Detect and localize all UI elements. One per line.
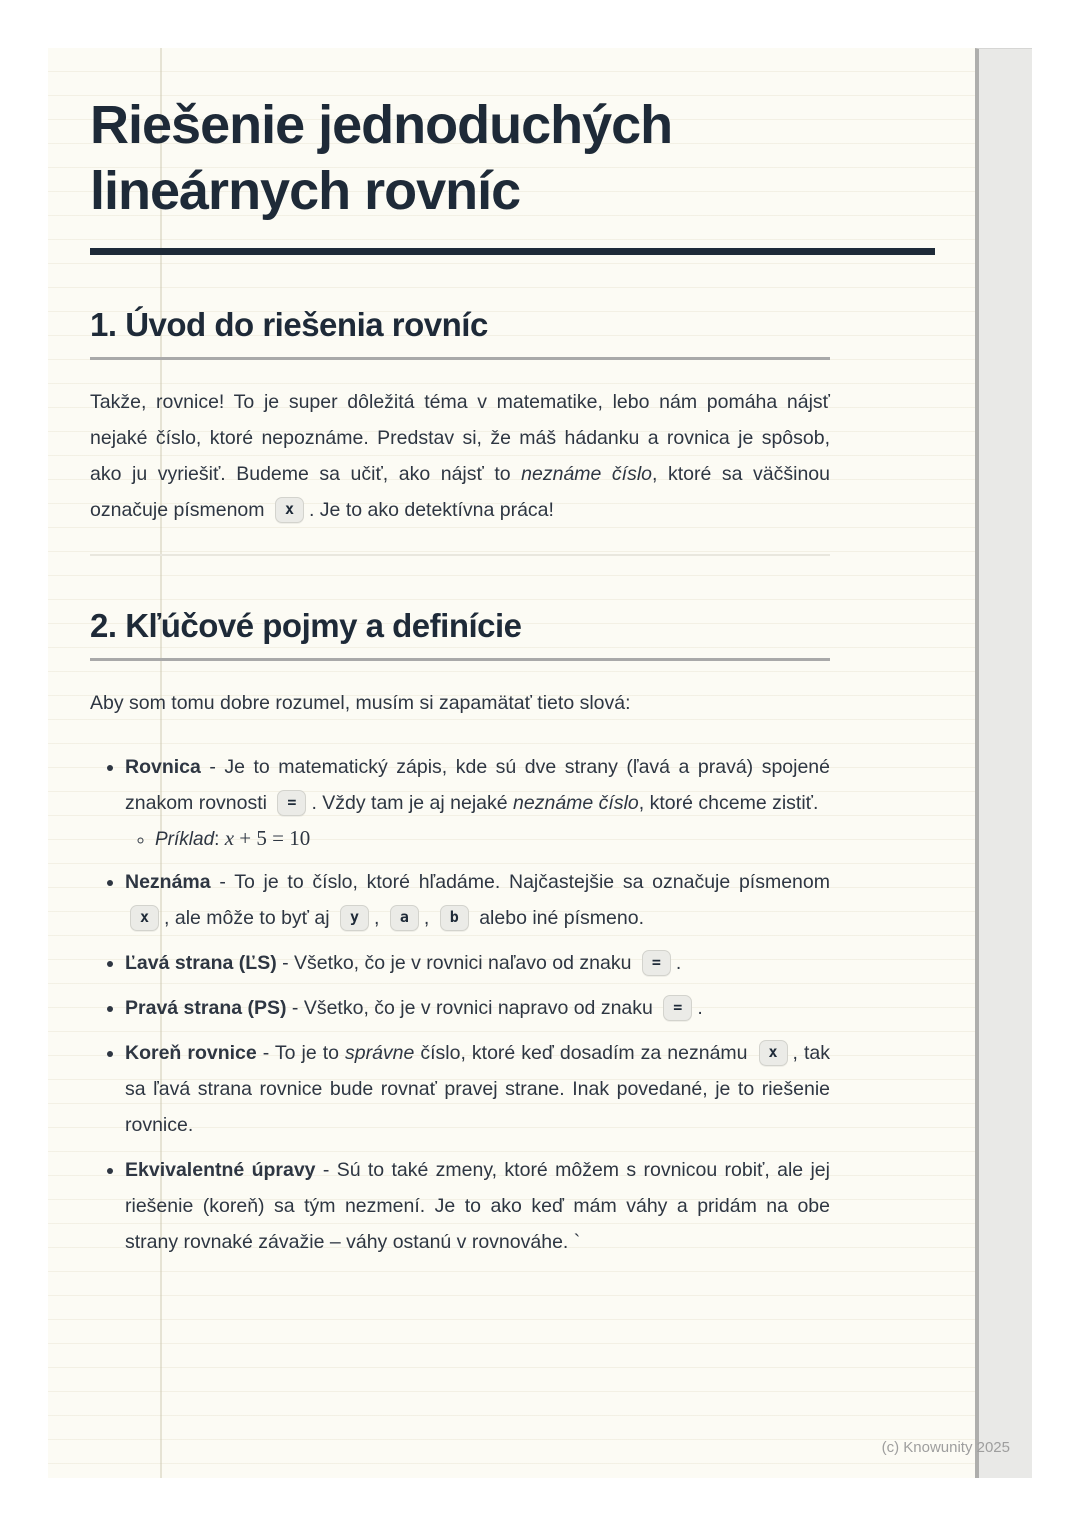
text-run: - Všetko, čo je v rovnici naľavo od znaku — [276, 952, 637, 974]
inline-keycap: a — [390, 905, 419, 931]
inline-keycap: = — [277, 790, 306, 816]
text-run: . Je to ako detektívna práca! — [308, 499, 554, 521]
title-underline — [90, 248, 935, 255]
section-divider — [90, 554, 830, 556]
term-bold: Ľavá strana (ĽS) — [125, 952, 277, 974]
inline-keycap: x — [759, 1040, 788, 1066]
text-run: - Všetko, čo je v rovnici napravo od znaku — [286, 997, 659, 1019]
text-run: : — [214, 829, 225, 850]
term-bold: Koreň rovnice — [125, 1042, 257, 1064]
example-item — [155, 823, 830, 855]
text-run: - To je to — [256, 1042, 345, 1064]
math-variable: x — [224, 826, 235, 850]
copyright-label: (c) Knowunity 2025 — [881, 1439, 1010, 1456]
math-text: + 5 = 10 — [234, 826, 311, 850]
term-list-item — [125, 945, 830, 981]
text-run: - Sú to také zmeny, ktoré môžem s rovnicou robiť, ale jej riešenie (koreň) sa tým nezmení. Je to ako keď mám váhy a pridám na obe strany rovnaké závažie – váhy ostanú v rovnováhe. ` — [125, 1159, 830, 1253]
text-run: , — [423, 907, 435, 929]
inline-keycap: y — [340, 905, 369, 931]
text-run: číslo, ktoré keď dosadím za neznámu — [414, 1042, 754, 1064]
term-bold: Pravá strana (PS) — [125, 997, 287, 1019]
page-edge-strip — [975, 48, 1032, 1478]
italic-text: Príklad — [155, 829, 215, 850]
text-run: Takže, rovnice! To je super dôležitá téma v matematike, lebo nám pomáha nájsť nejaké číslo, ktoré nepoznáme. Predstav si, že máš hádanku a rovnica je spôsob, ako ju vyriešiť. Budeme sa učiť, ako nájsť to — [90, 391, 830, 485]
inline-keycap: = — [663, 995, 692, 1021]
section-2-underline — [90, 658, 830, 661]
term-bold: Ekvivalentné úpravy — [125, 1159, 316, 1181]
inline-keycap: x — [275, 497, 304, 523]
text-run: alebo iné písmeno. — [473, 907, 644, 929]
text-run: . — [697, 997, 703, 1019]
italic-text: neznáme číslo — [521, 463, 653, 485]
term-list-item — [125, 1035, 830, 1143]
text-run: , tak sa ľavá strana rovnice bude rovnať pravej strane. Inak povedané, je to riešenie rovnice. — [125, 1042, 830, 1136]
text-run: , ale môže to byť aj — [164, 907, 336, 929]
term-bold: Rovnica — [125, 756, 201, 778]
page-title: Riešenie jednoduchých lineárnych rovníc — [90, 95, 673, 221]
text-run: , ktoré chceme zistiť. — [638, 792, 819, 814]
text-run: - Je to matematický zápis, kde sú dve strany (ľavá a pravá) spojené znakom rovnosti — [125, 756, 830, 814]
text-run: . — [675, 952, 682, 974]
section-intro — [90, 305, 830, 528]
terms-intro: Aby som tomu dobre rozumel, musím si zapamätať tieto slová: — [90, 692, 631, 714]
text-run: , — [374, 907, 385, 929]
page-content — [90, 48, 830, 1269]
term-list-item — [125, 1152, 830, 1260]
italic-text: správne — [344, 1042, 415, 1064]
italic-text: neznáme číslo — [513, 792, 639, 814]
example-sublist — [125, 823, 830, 855]
document-page — [48, 48, 975, 1478]
section-1-paragraph — [90, 384, 830, 528]
terms-list — [90, 749, 830, 1260]
inline-keycap: x — [130, 905, 159, 931]
term-list-item — [125, 864, 830, 936]
term-list-item — [125, 749, 830, 855]
section-definitions — [90, 606, 830, 1260]
term-list-item — [125, 990, 830, 1026]
section-1-underline — [90, 357, 830, 360]
inline-keycap: = — [642, 950, 671, 976]
text-run: - To je to číslo, ktoré hľadáme. Najčastejšie sa označuje písmenom — [210, 871, 830, 893]
term-bold: Neznáma — [125, 871, 211, 893]
section-1-heading: 1. Úvod do riešenia rovníc — [90, 306, 488, 343]
text-run: , ktoré sa väčšinou označuje písmenom — [90, 463, 830, 521]
text-run: . Vždy tam je aj nejaké — [311, 792, 514, 814]
inline-keycap: b — [440, 905, 469, 931]
section-2-heading: 2. Kľúčové pojmy a definície — [90, 607, 522, 644]
